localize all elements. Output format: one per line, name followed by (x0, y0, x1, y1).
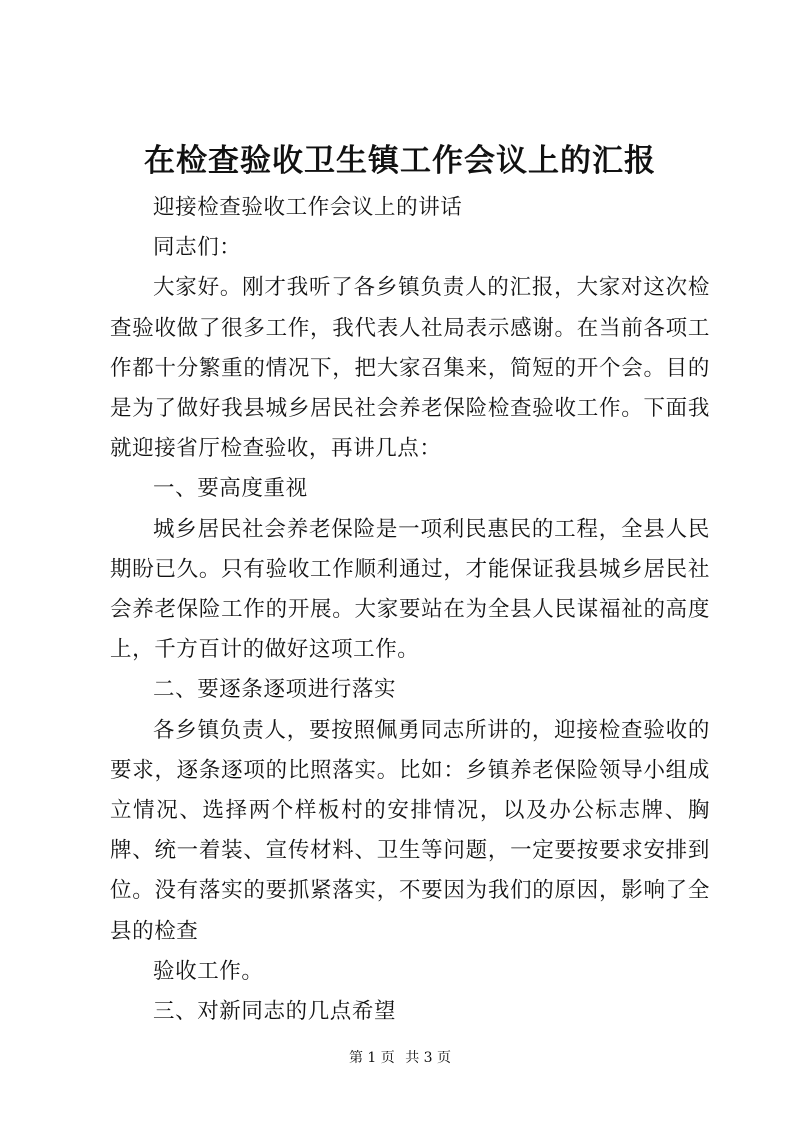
section-body-2: 各乡镇负责人，要按照佩勇同志所讲的，迎接检查验收的要求，逐条逐项的比照落实。比如：乡镇养老保险领导小组成立情况、选择两个样板村的安排情况，以及办公标志牌、胸牌、统一着装、宣传材料、卫生等问题，一定要按要求安排到位。没有落实的要抓紧落实，不要因为我们的原因，影响了全县的检查 (110, 717, 710, 944)
section-heading-1: 一、要高度重视 (153, 476, 308, 502)
section-body-1: 城乡居民社会养老保险是一项利民惠民的工程，全县人民期盼已久。只有验收工作顺利通过，才能保证我县城乡居民社会养老保险工作的开展。大家要站在为全县人民谋福祉的高度上，千方百计的做好这项工作。 (110, 516, 710, 663)
section-body-2-continued: 验收工作。 (153, 958, 264, 984)
subtitle-paragraph: 迎接检查验收工作会议上的讲话 (153, 195, 463, 220)
salutation-paragraph: 同志们： (153, 235, 242, 261)
page-total: 共 3 页 (405, 1050, 452, 1066)
page-footer (0, 1048, 800, 1068)
document-title: 在检查验收卫生镇工作会议上的汇报 (144, 143, 656, 179)
page-number: 第 1 页 (348, 1050, 395, 1066)
document-body (110, 188, 710, 1032)
section-heading-2: 二、要逐条逐项进行落实 (153, 677, 397, 703)
intro-paragraph: 大家好。刚才我听了各乡镇负责人的汇报，大家对这次检查验收做了很多工作，我代表人社局表示感谢。在当前各项工作都十分繁重的情况下，把大家召集来，简短的开个会。目的是为了做好我县城乡居民社会养老保险检查验收工作。下面我就迎接省厅检查验收，再讲几点： (110, 275, 710, 462)
section-heading-3: 三、对新同志的几点希望 (153, 999, 397, 1025)
